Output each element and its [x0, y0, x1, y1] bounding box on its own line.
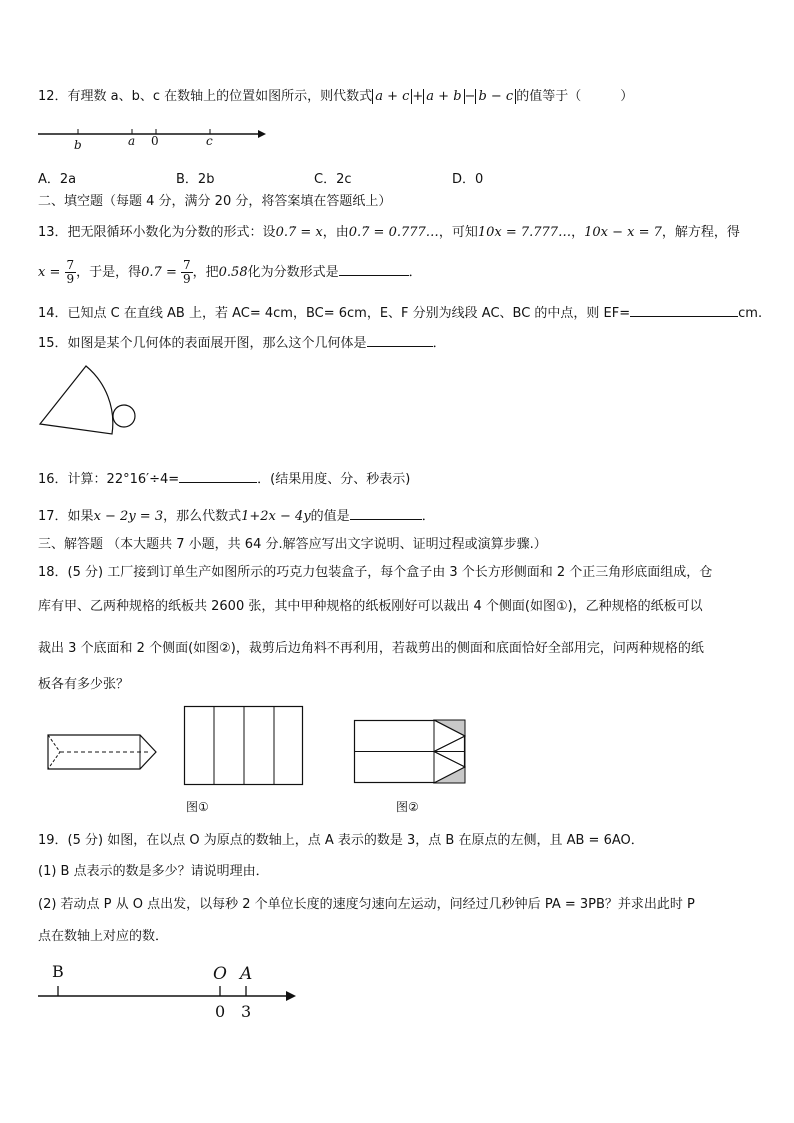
q14-unit: cm. — [738, 306, 763, 321]
q13-number: 13． — [38, 225, 68, 240]
q19-point-b-label: B — [52, 962, 64, 981]
q13-text-2: ，由 — [322, 225, 349, 240]
q18-line-3: 裁出 3 个底面和 2 个侧面(如图②)，裁剪后边角料不再利用，若裁剪出的侧面和底面恰好全部用完，问两种规格的纸 — [38, 641, 704, 656]
q17-text-1: 如果 — [67, 509, 94, 524]
q15-number: 15． — [38, 336, 68, 351]
q15-answer-blank[interactable] — [367, 332, 433, 347]
q13-line-1 — [38, 224, 740, 242]
q16-number: 16． — [38, 472, 68, 487]
q17-expr-1: x − 2y = 3 — [93, 509, 164, 524]
q19-line-4: 点在数轴上对应的数． — [38, 929, 169, 944]
q15-text: 如图是某个几何体的表面展开图，那么这个几何体是 — [67, 336, 367, 351]
q13-expr-1: 0.7̇ = x — [275, 225, 323, 240]
q19-tick-zero-label: 0 — [215, 1002, 226, 1021]
q13-text-4: ， — [571, 225, 585, 240]
q13-expr-2: 0.7̇ = 0.777… — [348, 225, 439, 240]
q16-line — [38, 468, 410, 489]
q18-prism-box-figure — [48, 732, 158, 772]
q13-fraction-2 — [181, 259, 193, 286]
q13-expr-4: 10x − x = 7 — [584, 225, 662, 240]
q19-point-o-label: O — [213, 964, 227, 984]
q18-figure-2-caption: 图② — [396, 800, 419, 814]
q12-op-2: − — [464, 89, 476, 104]
q13-text-5: ，解方程，得 — [661, 225, 740, 240]
q13-line-2 — [38, 258, 422, 288]
q12-option-a: A．2a — [38, 172, 77, 187]
q14-number: 14． — [38, 306, 68, 321]
q12-text-after: 的值等于（ ） — [516, 89, 634, 104]
q19-tick-three-label: 3 — [241, 1002, 252, 1021]
q17-line — [38, 505, 435, 526]
q17-text-2: ，那么代数式 — [163, 509, 242, 524]
q13-expr-5: 0.7̇ = — [141, 265, 177, 280]
q14-text: 已知点 C 在直线 AB 上，若 AC= 4cm，BC= 6cm，E、F 分别为线段 AC、BC 的中点，则 EF= — [67, 306, 631, 321]
q17-text-3: 的值是 — [310, 509, 350, 524]
q15-cone-net-figure — [36, 364, 146, 454]
q13-frac1-den: 9 — [66, 272, 75, 286]
q18-line-2: 库有甲、乙两种规格的纸板共 2600 张，其中甲种规格的纸板刚好可以裁出 4 个侧面(如图①)，乙种规格的纸板可以 — [38, 599, 703, 614]
q19-line-1: 19．(5 分) 如图，在以点 O 为原点的数轴上，点 A 表示的数是 3，点 B 在原点的左侧，且 AB = 6AO． — [38, 833, 644, 848]
q13-expr-6: 0.5̇8̇ — [218, 265, 248, 280]
q13-expr-3: 10x = 7.777… — [477, 225, 572, 240]
q12-line — [38, 88, 633, 106]
q13-text-7: ，把 — [192, 265, 219, 280]
q19-number-line — [38, 982, 308, 1012]
q16-end: ．(结果用度、分、秒表示) — [257, 472, 411, 487]
q12-text: 有理数 a、b、c 在数轴上的位置如图所示，则代数式 — [67, 89, 373, 104]
q12-abs-1: a + c — [372, 89, 412, 104]
q15-end: ． — [432, 336, 446, 351]
q12-abs-2: a + b — [423, 89, 464, 104]
q19-line-3: (2) 若动点 P 从 O 点出发，以每秒 2 个单位长度的速度匀速向左运动，问经过几秒钟后 PA = 3PB？并求出此时 P — [38, 897, 695, 912]
q12-axis-label-b: b — [74, 138, 82, 152]
q13-fraction-1 — [65, 259, 77, 286]
q19-point-a-label: A — [240, 964, 253, 984]
section-2-heading: 二、填空题（每题 4 分，满分 20 分，将答案填在答题纸上） — [38, 194, 392, 209]
q17-number: 17． — [38, 509, 68, 524]
q12-abs-3: b − c — [475, 89, 516, 104]
q19-line-2: (1) B 点表示的数是多少？请说明理由． — [38, 864, 269, 879]
q13-text-3: ，可知 — [438, 225, 478, 240]
q17-answer-blank[interactable] — [350, 505, 422, 520]
q13-text-8: 化为分数形式是 — [247, 265, 339, 280]
q12-axis-label-c: c — [206, 134, 213, 148]
q12-option-b: B．2b — [176, 172, 215, 187]
q14-answer-blank[interactable] — [630, 302, 738, 317]
q18-figure-2-board — [354, 720, 466, 784]
q13-end: ． — [408, 265, 422, 280]
q15-line — [38, 332, 446, 353]
q12-axis-label-a: a — [128, 134, 136, 148]
q13-text-6: ，于是，得 — [76, 265, 142, 280]
q12-option-d: D．0 — [452, 172, 484, 187]
q13-x-equals: x = — [38, 265, 61, 280]
q12-option-c: C．2c — [314, 172, 352, 187]
q18-figure-1-caption: 图① — [186, 800, 209, 814]
q18-line-1: 18．(5 分) 工厂接到订单生产如图所示的巧克力包装盒子，每个盒子由 3 个长方形侧面和 2 个正三角形底面组成，仓 — [38, 565, 713, 580]
q14-line — [38, 302, 762, 323]
q13-text-1: 把无限循环小数化为分数的形式：设 — [67, 225, 276, 240]
q13-frac2-den: 9 — [183, 272, 191, 286]
q13-frac1-num: 7 — [66, 258, 75, 272]
q16-text: 计算：22°16′÷4= — [67, 472, 180, 487]
section-3-heading: 三、解答题 （本大题共 7 小题，共 64 分.解答应写出文字说明、证明过程或演算步骤.） — [38, 537, 547, 552]
q13-frac2-num: 7 — [183, 258, 191, 272]
q17-expr-2: 1+2x − 4y — [241, 509, 311, 524]
q12-axis-label-0: 0 — [151, 134, 159, 148]
q12-number: 12． — [38, 89, 68, 104]
q13-answer-blank[interactable] — [339, 261, 409, 276]
q17-end: ． — [421, 509, 435, 524]
q18-figure-1-board — [184, 706, 304, 786]
q16-answer-blank[interactable] — [179, 468, 257, 483]
q18-line-4: 板各有多少张？ — [38, 677, 130, 692]
q12-op-1: + — [412, 89, 424, 104]
